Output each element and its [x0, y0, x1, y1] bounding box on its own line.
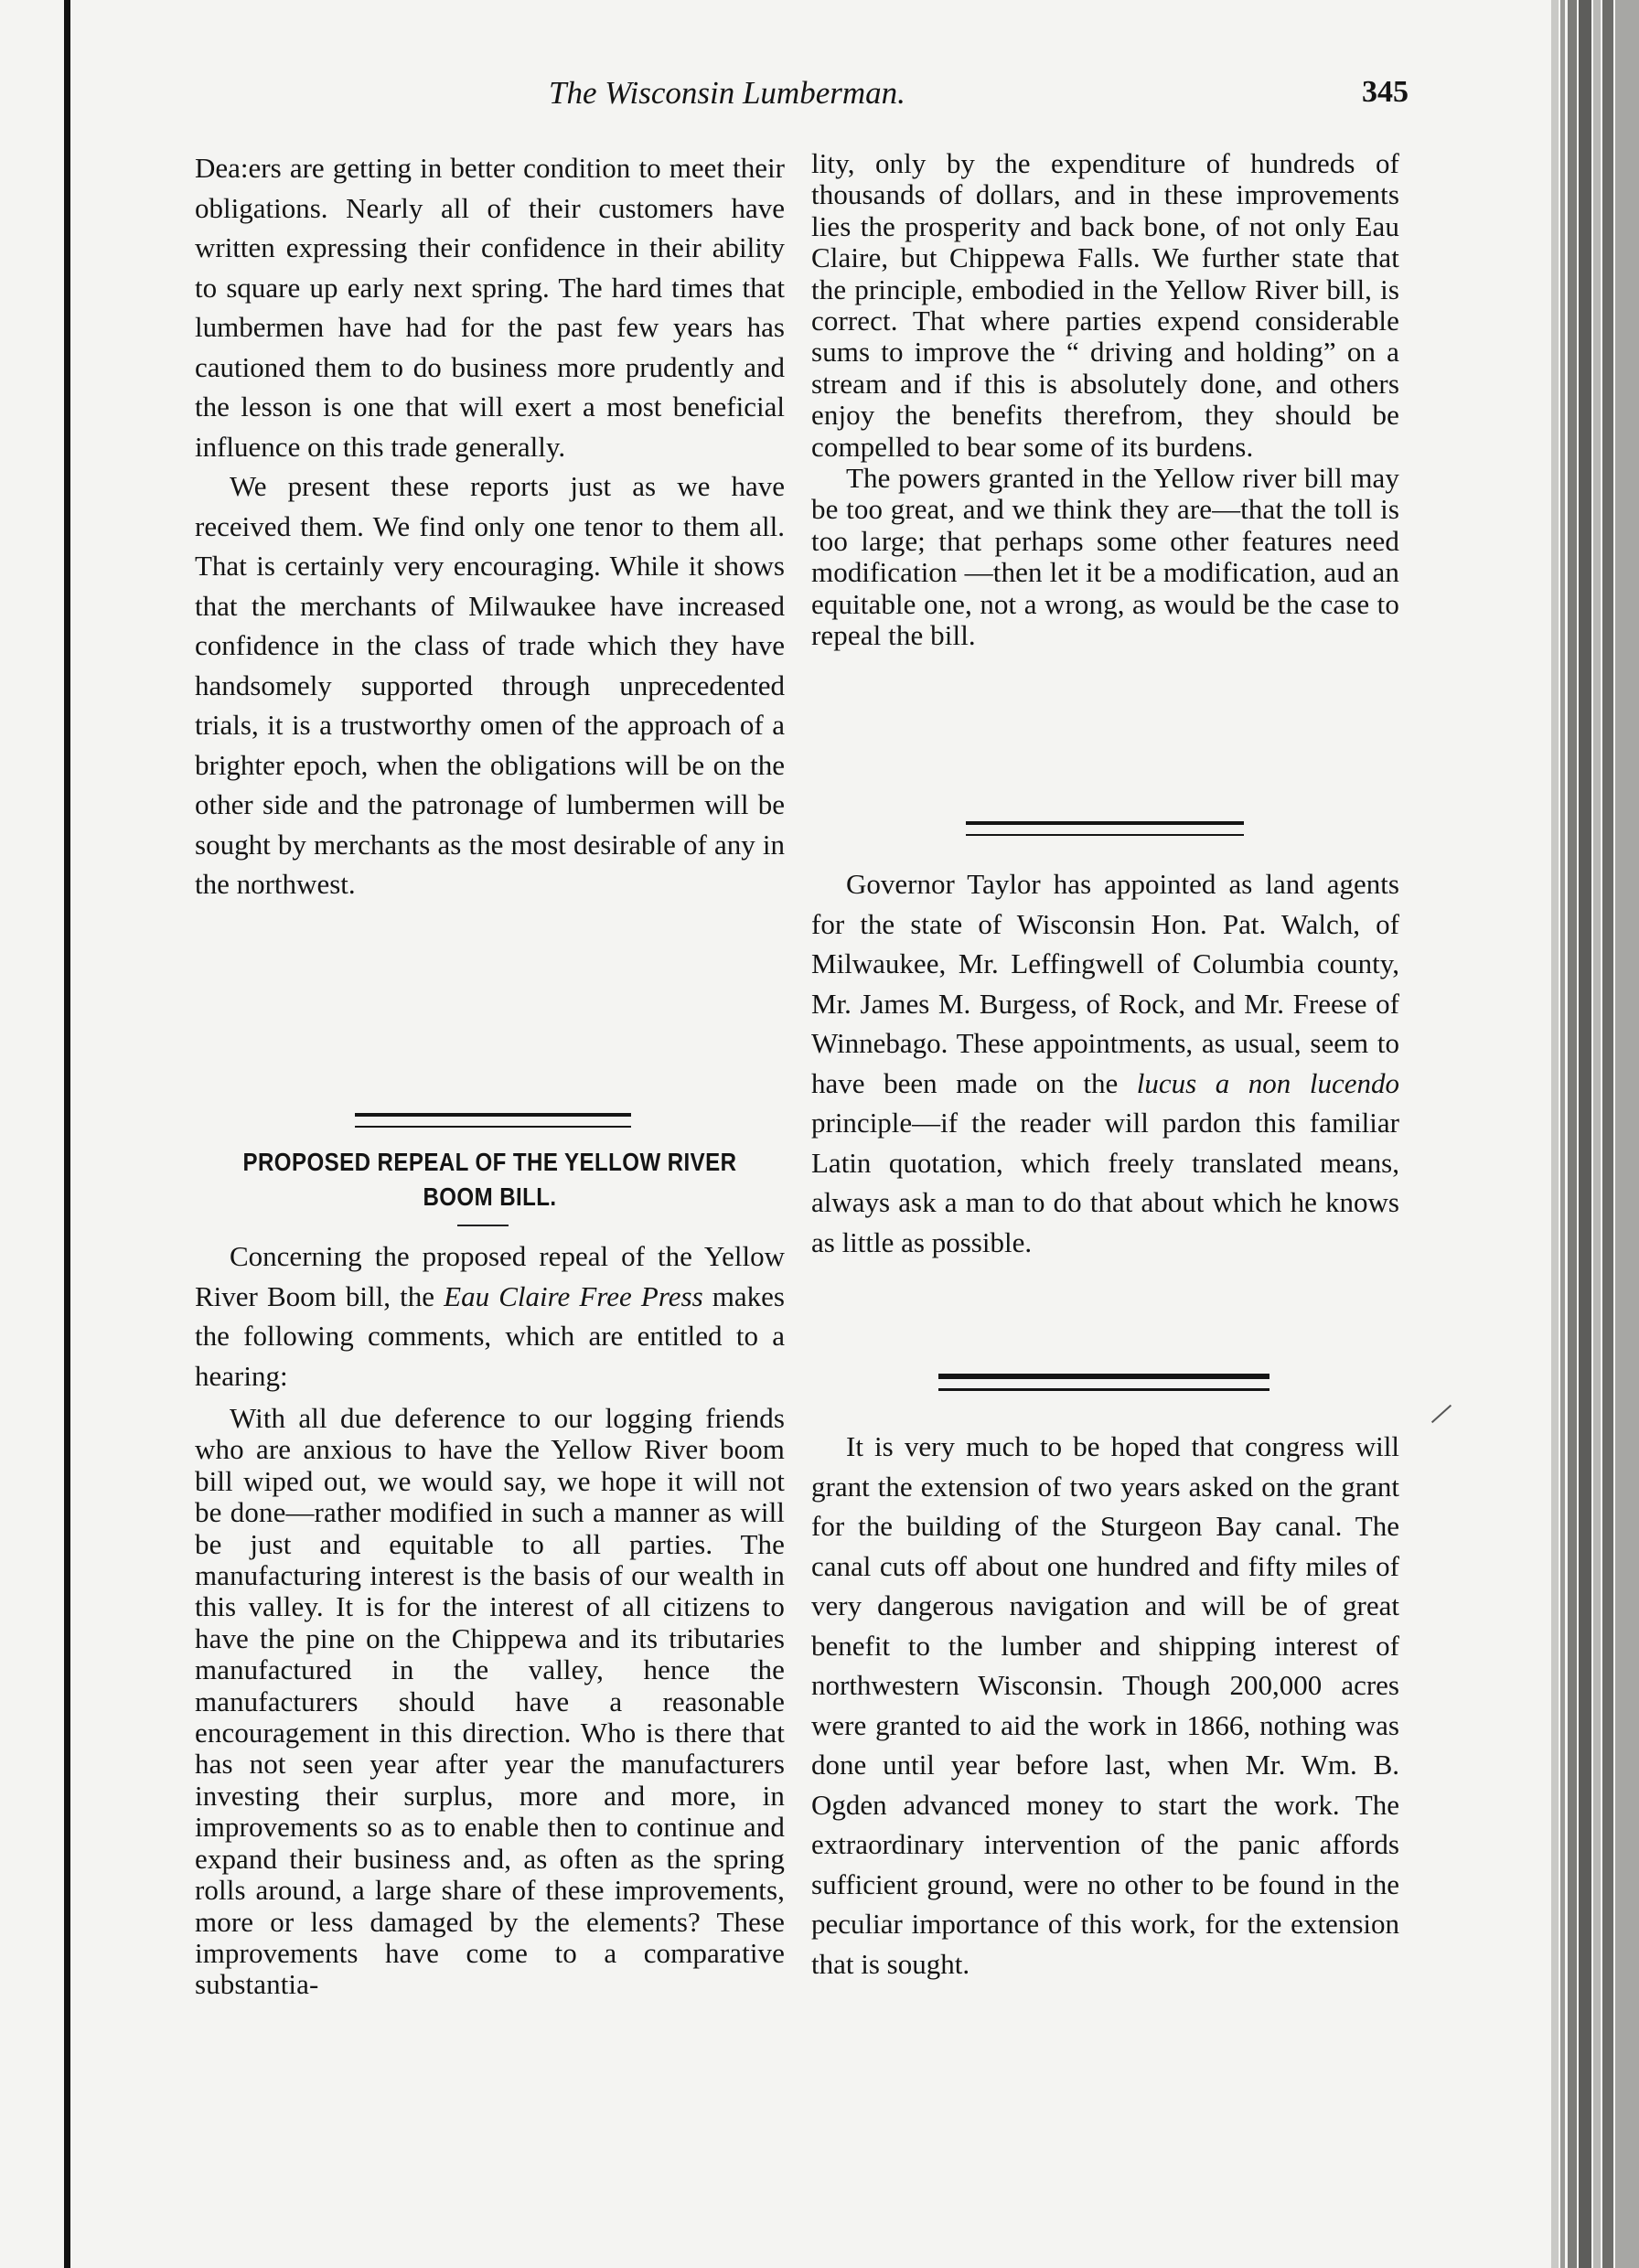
paragraph: Dea:ers are getting in better condition to meet their obligations. Nearly all of their customers have written expressing their confidence in their ability to square up early next spring. The hard times that lumbermen have had for the past few years has cautioned them to do business more prudently and the lesson is one that will exert a most beneficial influence on this trade generally.	[195, 152, 785, 463]
paragraph: We present these reports just as we have received them. We find only one tenor to them all. That is certainly very encouraging. While it shows that the merchants of Milwaukee have increased confidence in the class of trade which they have handsomely supported through unprecedented trials, it is a trustworthy omen of the approach of a brighter epoch, when the obligations will be on the other side and the patronage of lumbermen will be sought by merchants as the most desirable of any in the northwest.	[195, 470, 785, 900]
page-header	[192, 75, 1409, 121]
heading-rule	[457, 1225, 509, 1226]
paragraph: It is very much to be hoped that congress will grant the extension of two years asked on the grant for the building of the Sturgeon Bay canal. The canal cuts off about one hundred and fifty miles of very dangerous navigation and will be of great benefit to the lumber and shipping interest of northwestern Wisconsin. Though 200,000 acres were granted to aid the work in 1866, nothing was done until year before last, when Mr. Wm. B. Ogden advanced money to start the work. The extraordinary intervention of the panic affords sufficient ground, were no other to be found in the peculiar importance of this work, for the extension that is sought.	[811, 1430, 1399, 1980]
paragraph: Governor Taylor has appointed as land agents for the state of Wisconsin Hon. Pat. Walch, of Milwaukee, Mr. Leffingwell of Columbia county, Mr. James M. Burgess, of Rock, and Mr. Freese of Winnebago. These appointments, as usual, seem to have been made on the lucus a non lucendo principle—if the reader will pardon this familiar Latin quotation, which freely translated means, always ask a man to do that about which he knows as little as possible.	[811, 868, 1399, 1258]
latin-phrase: lucus a non lucendo	[1136, 1066, 1399, 1099]
article-intro	[195, 1236, 785, 1396]
page-edge	[1560, 0, 1565, 2268]
land-agents-item	[811, 864, 1399, 1262]
paragraph: The powers granted in the Yellow river bill may be too great, and we think they are—that the toll is too large; that perhaps some other features need modification —then let it be a modification, aud an equitable one, not a wrong, as would be the case to repeal the bill.	[811, 462, 1399, 652]
pencil-mark	[1431, 1405, 1452, 1423]
section-divider	[938, 1374, 1269, 1391]
section-divider	[966, 821, 1244, 836]
page-number: 345	[1362, 75, 1409, 109]
page-edge	[1593, 0, 1601, 2268]
page-edge	[1615, 0, 1639, 2268]
paragraph: With all due deference to our logging friends who are anxious to have the Yellow River boom bill wiped out, we would say, we hope it will not be done—rather modified in such a manner as will be just and equitable to all parties. The manufacturing interest is the basis of our wealth in this valley. It is for the interest of all citizens to have the pine on the Chippewa and its tributaries manufactured in the valley, hence the manufacturers should have a reasonable encouragement in this direction. Who is there that has not seen year after year the manufacturers investing their surplus, more and more, in improvements so as to enable then to continue and expand their business and, as often as the spring rolls around, a large share of these improvements, more or less damaged by the elements? These improvements have come to a comparative substantia-	[195, 1402, 785, 2001]
page-edge	[1579, 0, 1591, 2268]
page-edge	[1602, 0, 1613, 2268]
paragraph: Concerning the proposed repeal of the Yellow River Boom bill, the Eau Claire Free Press makes the following comments, which are entitled to a hearing:	[195, 1240, 785, 1392]
page-edge	[1551, 0, 1559, 2268]
article-heading: PROPOSED REPEAL OF THE YELLOW RIVER BOOM BILL.	[242, 1148, 737, 1211]
paragraph: lity, only by the expenditure of hundreds of thousands of dollars, and in these improvements lies the prosperity and back bone, of not only Eau Claire, but Chippewa Falls. We further state that the principle, embodied in the Yellow River bill, is correct. That where parties expend considerable sums to improve the “ driving and holding” on a stream and if this is absolutely done, and others enjoy the benefits therefrom, they should be compelled to bear some of its burdens.	[811, 147, 1399, 463]
page-edge	[1568, 0, 1577, 2268]
publication-name: Eau Claire Free Press	[444, 1279, 703, 1312]
running-title: The Wisconsin Lumberman.	[549, 75, 905, 111]
article-continuation	[195, 148, 785, 904]
quoted-text-continued	[811, 148, 1399, 652]
quoted-text	[195, 1403, 785, 2001]
binding-edge	[64, 0, 70, 2268]
sturgeon-bay-canal-item	[811, 1427, 1399, 1984]
section-divider	[355, 1113, 631, 1128]
